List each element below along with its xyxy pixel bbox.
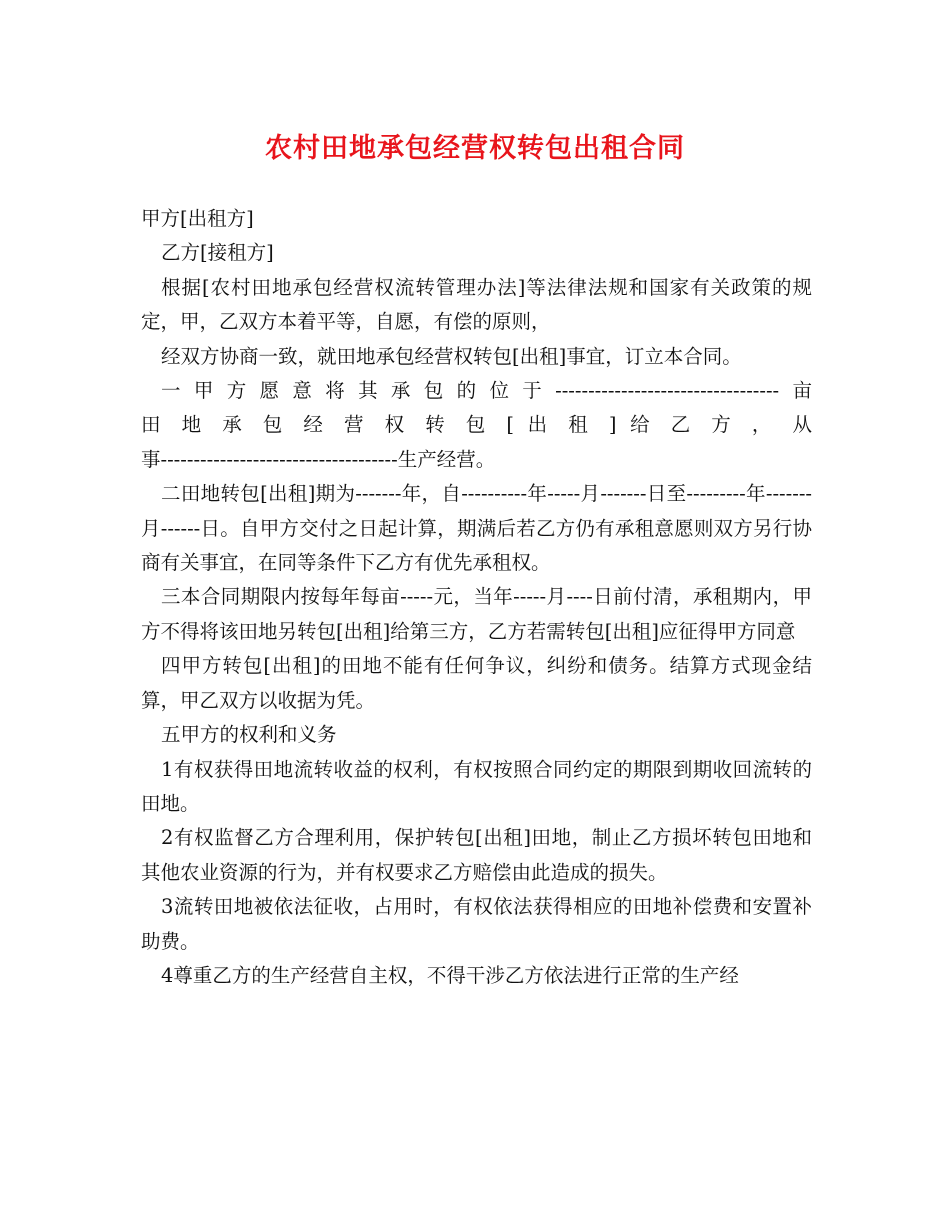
clause-2-paragraph: 二田地转包[出租]期为-------年，自----------年-----月-------日至---------年-------月------日。自甲方交付之日起计算，期满后若乙方仍有承租意愿则双方另行协商有关事宜，在同等条件下乙方有优先承租权。 — [141, 482, 812, 575]
clause-5-heading: 五甲方的权利和义务 — [161, 723, 337, 747]
agreement-paragraph: 经双方协商一致，就田地承包经营权转包[出租]事宜，订立本合同。 — [161, 344, 742, 368]
party-b-line: 乙方[接租方] — [161, 241, 274, 265]
clause-1-line-1: 一甲方愿意将其承包的位于----------------------------------亩 — [161, 379, 812, 403]
clause-5-item-3: 3流转田地被依法征收，占用时，有权依法获得相应的田地补偿费和安置补助费。 — [141, 895, 812, 953]
clause-1-line-3: 事------------------------------------生产经营。 — [141, 447, 496, 471]
clause-1-line-2: 田 地 承 包 经 营 权 转 包 [ 出 租 ] 给 乙 方 ， 从 — [141, 413, 812, 437]
clause-3-paragraph: 三本合同期限内按每年每亩-----元，当年-----月----日前付清，承租期内，甲方不得将该田地另转包[出租]给第三方，乙方若需转包[出租]应征得甲方同意 — [141, 585, 812, 643]
document-title: 农村田地承包经营权转包出租合同 — [265, 133, 685, 164]
clause-4-paragraph: 四甲方转包[出租]的田地不能有任何争议，纠纷和债务。结算方式现金结算，甲乙双方以收据为凭。 — [141, 654, 812, 712]
clause-5-item-2: 2有权监督乙方合理利用，保护转包[出租]田地，制止乙方损坏转包田地和其他农业资源的行为，并有权要求乙方赔偿由此造成的损失。 — [141, 826, 812, 884]
preamble-paragraph: 根据[农村田地承包经营权流转管理办法]等法律法规和国家有关政策的规定，甲，乙双方本着平等，自愿，有偿的原则， — [141, 275, 812, 334]
document-body — [141, 202, 812, 993]
clause-5-item-1: 1有权获得田地流转收益的权利，有权按照合同约定的期限到期收回流转的田地。 — [141, 757, 812, 815]
clause-5-item-4: 4尊重乙方的生产经营自主权，不得干涉乙方依法进行正常的生产经 — [161, 963, 739, 987]
party-a-line: 甲方[出租方] — [141, 207, 254, 230]
